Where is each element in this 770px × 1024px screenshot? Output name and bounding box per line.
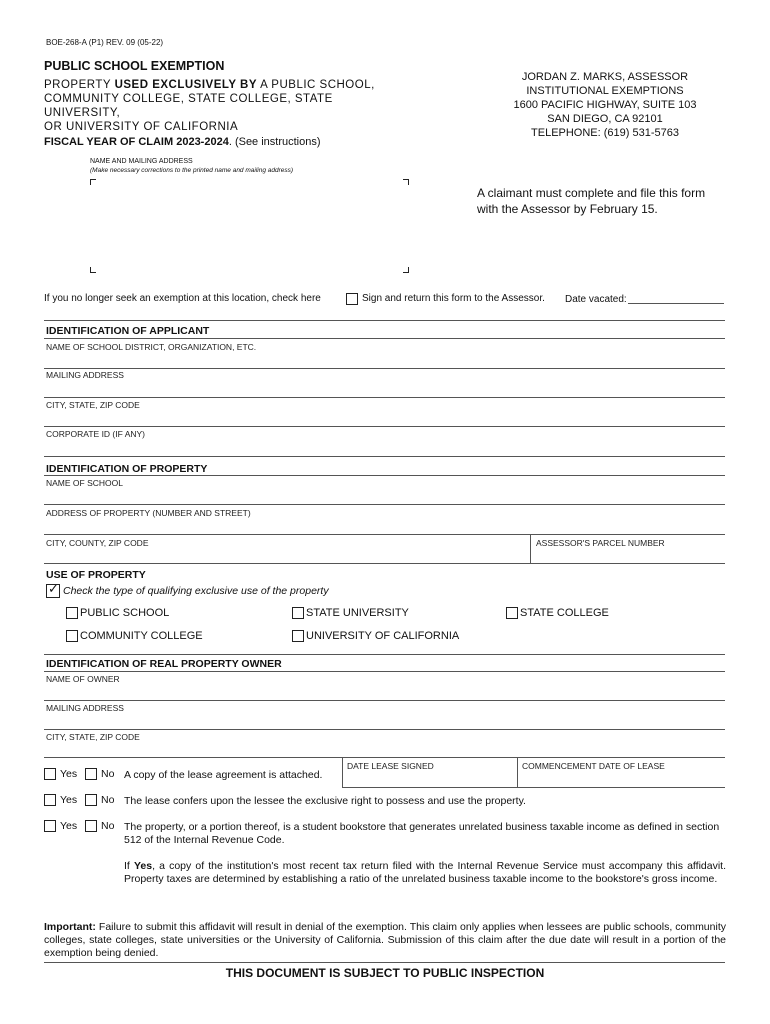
option-community-college[interactable]: COMMUNITY COLLEGE [66, 630, 203, 642]
name-address-label: NAME AND MAILING ADDRESS [90, 158, 193, 165]
name-address-note: (Make necessary corrections to the printed name and mailing address) [90, 167, 294, 174]
form-code: BOE-268-A (P1) REV. 09 (05-22) [46, 38, 164, 47]
q3-no[interactable]: No [85, 820, 114, 832]
sign-return-text: Sign and return this form to the Assessor. [362, 293, 545, 304]
lease-dates-field[interactable] [342, 787, 725, 788]
owner-city-field[interactable] [44, 757, 725, 758]
school-district-field[interactable] [44, 368, 725, 369]
q3-note: If Yes, a copy of the institution's most recent tax return filed with the Internal Revenue Service must accompany this affidavit. Property taxes are determined by establishing a ratio of the unrelated business taxable income to the bookstore's gross income. [124, 860, 726, 885]
divider [44, 338, 725, 339]
property-city-label: CITY, COUNTY, ZIP CODE [46, 538, 149, 548]
q1-text: A copy of the lease agreement is attached. [124, 769, 323, 781]
option-state-university[interactable]: STATE UNIVERSITY [292, 607, 409, 619]
important-note: Important: Failure to submit this affidavit will result in denial of the exemption. This claim only applies when lessees are public schools, community colleges, state colleges, state universities or the University of California. Submission of this claim after the due date will result in a portion of the exemption being denied. [44, 921, 726, 959]
applicant-heading: IDENTIFICATION OF APPLICANT [46, 325, 210, 337]
vacate-checkbox[interactable] [346, 293, 358, 305]
q3-text: The property, or a portion thereof, is a student bookstore that generates unrelated business taxable income as defined in section 512 of the Internal Revenue Code. [124, 821, 720, 846]
divider [44, 475, 725, 476]
form-title: PUBLIC SCHOOL EXEMPTION [44, 59, 225, 73]
property-address-field[interactable] [44, 534, 725, 535]
date-lease-label: DATE LEASE SIGNED [347, 761, 434, 771]
q2-text: The lease confers upon the lessee the exclusive right to possess and use the property. [124, 795, 526, 807]
school-name-label: NAME OF SCHOOL [46, 478, 123, 488]
divider [44, 654, 725, 655]
checkmark-icon: ✓ [48, 581, 59, 596]
q1-yes[interactable]: Yes [44, 768, 77, 780]
applicant-mailing-field[interactable] [44, 397, 725, 398]
owner-name-label: NAME OF OWNER [46, 674, 120, 684]
assessor-address: JORDAN Z. MARKS, ASSESSOR INSTITUTIONAL EXEMPTIONS 1600 PACIFIC HIGHWAY, SUITE 103 SAN DIEGO, CA 92101 TELEPHONE: (619) 531-5763 [513, 71, 697, 139]
commencement-label: COMMENCEMENT DATE OF LEASE [522, 761, 665, 771]
divider [44, 320, 725, 321]
corporate-id-label: CORPORATE ID (IF ANY) [46, 429, 146, 439]
applicant-city-label: CITY, STATE, ZIP CODE [46, 400, 140, 410]
date-vacated-label: Date vacated: [565, 294, 627, 305]
no-longer-text: If you no longer seek an exemption at this location, check here [44, 293, 321, 304]
corporate-id-field[interactable] [44, 456, 725, 457]
corner-mark-br [403, 267, 409, 273]
deadline-note: A claimant must complete and file this form with the Assessor by February 15. [477, 186, 706, 216]
use-instruction: ✓ Check the type of qualifying exclusive use of the property [48, 581, 329, 597]
owner-city-label: CITY, STATE, ZIP CODE [46, 732, 140, 742]
property-address-label: ADDRESS OF PROPERTY (NUMBER AND STREET) [46, 508, 251, 518]
owner-heading: IDENTIFICATION OF REAL PROPERTY OWNER [46, 658, 282, 670]
corner-mark-tl [90, 179, 96, 185]
q2-no[interactable]: No [85, 794, 114, 806]
owner-name-field[interactable] [44, 700, 725, 701]
date-vacated-field[interactable] [628, 303, 724, 304]
applicant-mailing-label: MAILING ADDRESS [46, 370, 124, 380]
name-address-area[interactable] [95, 186, 400, 264]
option-public-school[interactable]: PUBLIC SCHOOL [66, 607, 169, 619]
school-district-label: NAME OF SCHOOL DISTRICT, ORGANIZATION, ETC. [46, 342, 257, 352]
divider-vertical [530, 534, 531, 563]
divider-vertical [342, 757, 343, 787]
property-heading: IDENTIFICATION OF PROPERTY [46, 463, 208, 475]
option-state-college[interactable]: STATE COLLEGE [506, 607, 609, 619]
q2-yes[interactable]: Yes [44, 794, 77, 806]
school-name-field[interactable] [44, 504, 725, 505]
owner-mailing-label: MAILING ADDRESS [46, 703, 124, 713]
footer-notice: THIS DOCUMENT IS SUBJECT TO PUBLIC INSPECTION [225, 966, 545, 980]
fiscal-year: FISCAL YEAR OF CLAIM 2023-2024. (See instructions) [44, 136, 321, 148]
divider [44, 671, 725, 672]
option-university-of-california[interactable]: UNIVERSITY OF CALIFORNIA [292, 630, 459, 642]
parcel-label: ASSESSOR'S PARCEL NUMBER [536, 538, 665, 548]
applicant-city-field[interactable] [44, 426, 725, 427]
property-city-field[interactable] [44, 563, 725, 564]
use-heading: USE OF PROPERTY [46, 569, 146, 581]
owner-mailing-field[interactable] [44, 729, 725, 730]
form-subtitle: PROPERTY USED EXCLUSIVELY BY A PUBLIC SCHOOL, COMMUNITY COLLEGE, STATE COLLEGE, STATE UNIVERSITY, OR UNIVERSITY OF CALIFORNIA [44, 79, 375, 133]
divider-vertical [517, 757, 518, 787]
corner-mark-tr [403, 179, 409, 185]
corner-mark-bl [90, 267, 96, 273]
divider [44, 962, 725, 963]
q1-no[interactable]: No [85, 768, 114, 780]
q3-yes[interactable]: Yes [44, 820, 77, 832]
